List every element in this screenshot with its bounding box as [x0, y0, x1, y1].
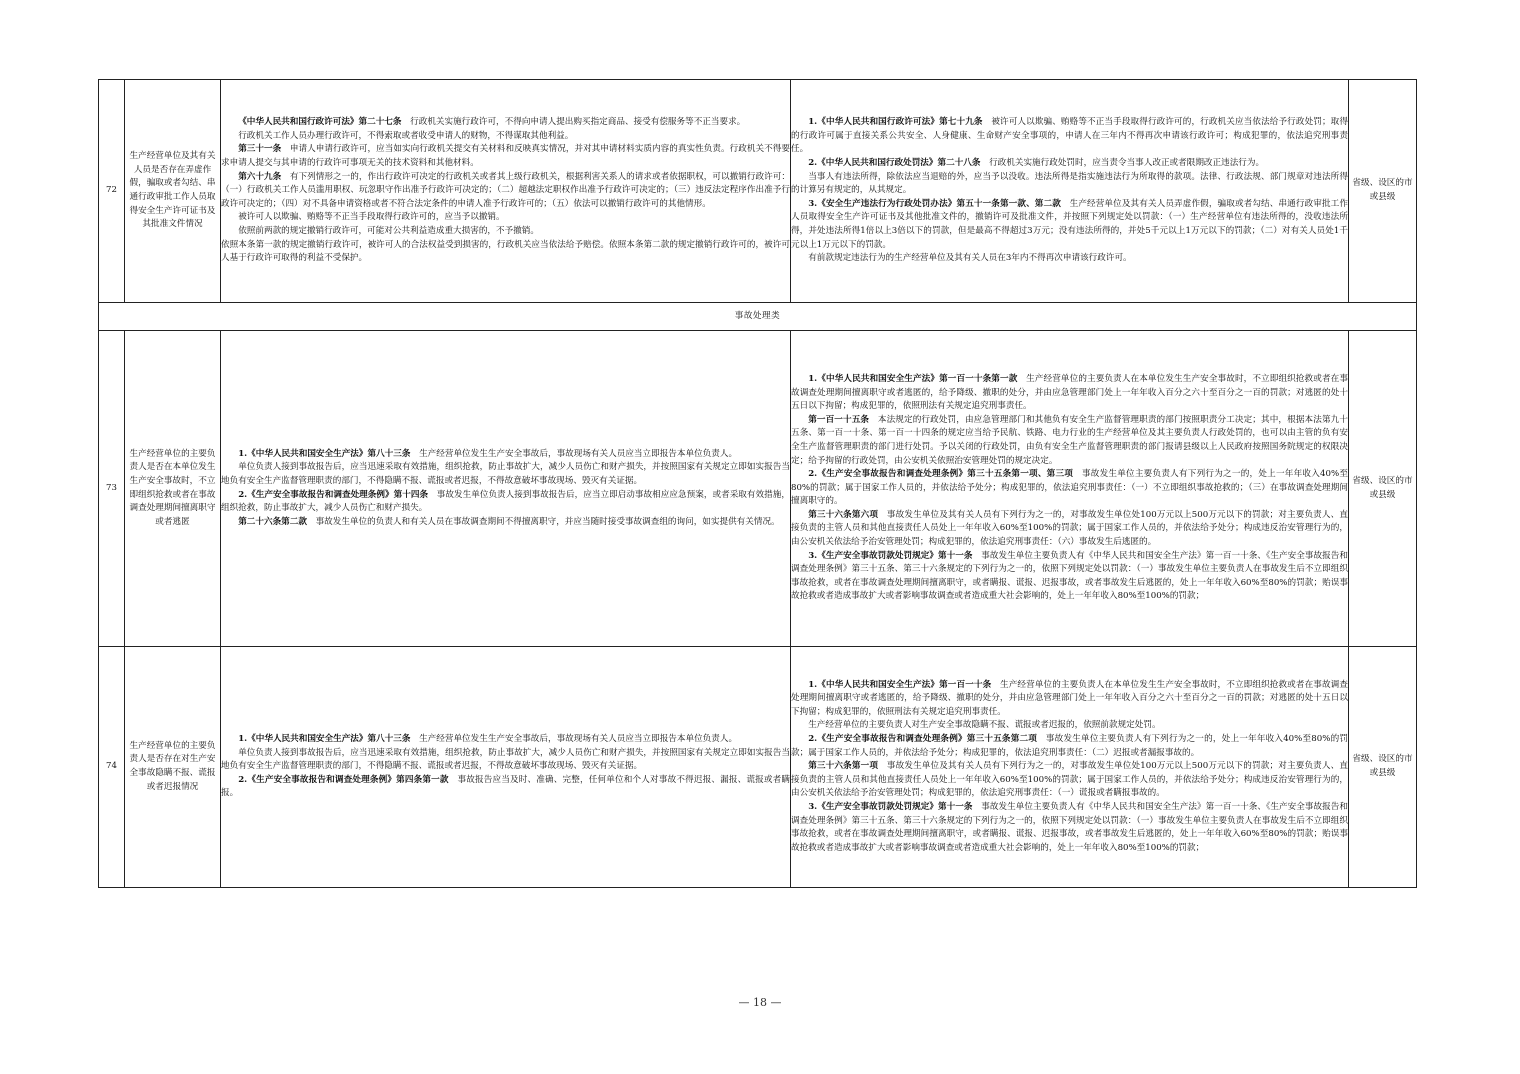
- clause-text: 生产经营单位及其有关人员弄虚作假，骗取或者勾结、串通行政审批工作人员取得安全生产许可证书及其他批准文件的，撤销许可及批准文件，并按照下列规定处以罚款：（一）生产经营单位有违法所得的，没收违法所得，并处违法所得1倍以上3倍以下的罚款，但是最高不得超过3万元；没有违法所得的，并处5千元以上1万元以下的罚款；（二）对有关人员处1千元以上1万元以下的罚款。: [791, 198, 1348, 250]
- clause-paragraph: [221, 461, 790, 488]
- clause-text: 有前款规定违法行为的生产经营单位及其有关人员在3年内不得再次申请该行政许可。: [808, 253, 1132, 264]
- clause-paragraph: [221, 733, 790, 747]
- legal-basis: [221, 331, 791, 647]
- table-row: [99, 647, 1417, 888]
- table-row: [99, 331, 1417, 647]
- clause-paragraph: [791, 157, 1348, 171]
- clause-text: 事故发生单位的负责人和有关人员在事故调查期间不得擅离职守，并应当随时接受事故调查组的询问，如实提供有关情况。: [315, 516, 780, 527]
- inspection-item: 生产经营单位的主要负责人是否存在对生产安全事故隐瞒不报、谎报或者迟报情况: [125, 647, 221, 888]
- clause-reference: 1.《中华人民共和国安全生产法》第一百一十条第一款: [808, 373, 1018, 384]
- clause-text: 依照前两款的规定撤销行政许可，可能对公共利益造成重大损害的，不予撤销。: [238, 225, 539, 236]
- legal-basis: [221, 80, 791, 303]
- clause-text: 事故发生单位主要负责人有下列行为之一的，处上一年年收入40%至80%的罚款；属于国家工作人员的，并依法给予处分；构成犯罪的，依法追究刑事责任：（二）迟报或者漏报事故的。: [791, 734, 1348, 758]
- clause-reference: 2.《中华人民共和国行政处罚法》第二十八条: [808, 158, 981, 169]
- clause-paragraph: [221, 489, 790, 516]
- row-number: 72: [99, 80, 125, 303]
- enforcement-level: 省级、设区的市或县级: [1349, 80, 1417, 303]
- clause-text: 事故发生单位及其有关人员有下列行为之一的，对事故发生单位处100万元以上500万元以下的罚款；对主要负责人、直接负责的主管人员和其他直接责任人员处上一年年收入60%至100%的罚款；属于国家工作人员的，并依法给予处分；构成违反治安管理行为的，由公安机关依法给予治安管理处罚；构成犯罪的，依法追究刑事责任：（六）事故发生后逃匿的。: [791, 509, 1348, 548]
- clause-reference: 《中华人民共和国行政许可法》第二十七条: [238, 117, 402, 128]
- clause-text: 生产经营单位发生生产安全事故后，事故现场有关人员应当立即报告本单位负责人。: [419, 734, 738, 745]
- clause-reference: 2.《生产安全事故报告和调查处理条例》第十四条: [238, 489, 429, 500]
- clause-paragraph: [221, 171, 790, 212]
- clause-text: 本法规定的行政处罚，由应急管理部门和其他负有安全生产监督管理职责的部门按照职责分工决定；其中，根据本法第九十五条、第一百一十条、第一百一十四条的规定应当给予民航、铁路、电力行业的生产经营单位及其主要负责人行政处罚的，也可以由主管的负有安全生产监督管理职责的部门进行处罚。予以关闭的行政处罚，由负有安全生产监督管理职责的部门报请县级以上人民政府按照国务院规定的权限决定；给予拘留的行政处罚，由公安机关依照治安管理处罚的规定决定。: [791, 414, 1348, 466]
- inspection-item: 生产经营单位的主要负责人是否在本单位发生生产安全事故时，不立即组织抢救或者在事故调查处理期间擅离职守或者逃匿: [125, 331, 221, 647]
- penalty-basis: [791, 331, 1349, 647]
- clause-reference: 2.《生产安全事故报告和调查处理条例》第三十五条第二项: [808, 734, 1038, 745]
- clause-paragraph: [791, 801, 1348, 855]
- clause-reference: 1.《中华人民共和国行政许可法》第七十九条: [808, 117, 983, 128]
- clause-reference: 第三十六条第六项: [808, 509, 879, 520]
- page-number: — 18 —: [738, 996, 782, 1009]
- clause-reference: 1.《中华人民共和国安全生产法》第一百一十条: [808, 679, 992, 690]
- clause-text: 生产经营单位的主要负责人对生产安全事故隐瞒不报、谎报或者迟报的，依照前款规定处罚。: [808, 720, 1161, 731]
- clause-paragraph: [791, 252, 1348, 266]
- clause-paragraph: [221, 448, 790, 462]
- clause-text: 事故报告应当及时、准确、完整，任何单位和个人对事故不得迟报、漏报、谎报或者瞒报。: [221, 774, 790, 799]
- clause-text: 生产经营单位的主要负责人在本单位发生生产安全事故时，不立即组织抢救或者在事故调查处理期间擅离职守或者逃匿的，给予降级、撤职的处分，并由应急管理部门处上一年年收入百分之六十至百分之一百的罚款；对逃匿的处十五日以下拘留；构成犯罪的，依照刑法有关规定追究刑事责任。: [791, 373, 1348, 412]
- clause-paragraph: [791, 116, 1348, 157]
- clause-reference: 1.《中华人民共和国安全生产法》第八十三条: [238, 734, 411, 745]
- section-row: [99, 303, 1417, 331]
- clause-paragraph: [221, 143, 790, 170]
- clause-reference: 3.《生产安全事故罚款处罚规定》第十一条: [808, 801, 973, 812]
- clause-paragraph: [791, 550, 1348, 604]
- clause-reference: 3.《生产安全事故罚款处罚规定》第十一条: [808, 550, 973, 561]
- clause-paragraph: [791, 719, 1348, 733]
- clause-paragraph: [791, 509, 1348, 550]
- clause-text: 生产经营单位发生生产安全事故后，事故现场有关人员应当立即报告本单位负责人。: [419, 448, 738, 459]
- enforcement-level: 省级、设区的市或县级: [1349, 331, 1417, 647]
- clause-reference: 1.《中华人民共和国安全生产法》第八十三条: [238, 448, 411, 459]
- clause-reference: 3.《安全生产违法行为行政处罚办法》第五十一条第一款、第二款: [808, 198, 1061, 209]
- clause-reference: 第二十六条第二款: [238, 516, 307, 527]
- section-title: 事故处理类: [99, 303, 1417, 331]
- clause-text: 有下列情形之一的，作出行政许可决定的行政机关或者其上级行政机关，根据利害关系人的请求或者依据职权，可以撤销行政许可：（一）行政机关工作人员滥用职权、玩忽职守作出准予行政许可决定的；（二）超越法定职权作出准予行政许可决定的；（三）违反法定程序作出准予行政许可决定的；（四）对不具备申请资格或者不符合法定条件的申请人准予行政许可的；（五）依法可以撤销行政许可的其他情形。: [221, 171, 790, 209]
- clause-text: 事故发生单位主要负责人有《中华人民共和国安全生产法》第一百一十条、《生产安全事故报告和调查处理条例》第三十五条、第三十六条规定的下列行为之一的，依照下列规定处以罚款：（一）事故发生单位主要负责人在事故发生后不立即组织事故抢救，或者在事故调查处理期间擅离职守，或者瞒报、谎报、迟报事故，或者事故发生后逃匿的，处上一年年收入60%至80%的罚款；贻误事故抢救或者造成事故扩大或者影响事故调查或者造成重大社会影响的，处上一年年收入80%至100%的罚款；: [791, 801, 1348, 853]
- clause-text: 事故发生单位主要负责人有下列行为之一的，处上一年年收入40%至80%的罚款；属于国家工作人员的，并依法给予处分；构成犯罪的，依法追究刑事责任：（一）不立即组织事故抢救的；（三）在事故调查处理期间擅离职守的。: [791, 469, 1348, 507]
- clause-text: 生产经营单位的主要负责人在本单位发生生产安全事故时，不立即组织抢救或者在事故调查处理期间擅离职守或者逃匿的，给予降级、撤职的处分，并由应急管理部门处上一年年收入百分之六十至百分之一百的罚款；对逃匿的处十五日以下拘留；构成犯罪的，依照刑法有关规定追究刑事责任。: [791, 679, 1348, 717]
- clause-paragraph: [221, 747, 790, 774]
- clause-paragraph: [221, 239, 790, 266]
- clause-paragraph: [221, 225, 790, 239]
- clause-paragraph: [791, 414, 1348, 468]
- clause-text: 行政机关实施行政许可，不得向申请人提出购买指定商品、接受有偿服务等不正当要求。: [410, 117, 746, 128]
- clause-paragraph: [221, 130, 790, 144]
- clause-paragraph: [791, 373, 1348, 414]
- clause-text: 行政机关工作人员办理行政许可，不得索取或者收受申请人的财物，不得谋取其他利益。: [238, 130, 574, 141]
- clause-text: 被许可人以欺骗、贿赂等不正当手段取得行政许可的，应当予以撤销。: [238, 212, 505, 223]
- clause-paragraph: [791, 760, 1348, 801]
- clause-text: 事故发生单位及其有关人员有下列行为之一的，对事故发生单位处100万元以上500万元以下的罚款；对主要负责人、直接负责的主管人员和其他直接责任人员处上一年年收入60%至100%的罚款；属于国家工作人员的，并依法给予处分；构成违反治安管理行为的，由公安机关依法给予治安管理处罚；构成犯罪的，依法追究刑事责任：（一）谎报或者瞒报事故的。: [791, 761, 1348, 799]
- penalty-basis: [791, 80, 1349, 303]
- clause-reference: 第六十九条: [238, 171, 282, 182]
- clause-text: 单位负责人接到事故报告后，应当迅速采取有效措施，组织抢救，防止事故扩大，减少人员伤亡和财产损失，并按照国家有关规定立即如实报告当地负有安全生产监督管理职责的部门，不得隐瞒不报、谎报或者迟报，不得故意破坏事故现场、毁灭有关证据。: [221, 462, 790, 486]
- clause-paragraph: [221, 774, 790, 801]
- clause-paragraph: [221, 116, 790, 130]
- clause-reference: 第一百一十五条: [808, 414, 870, 425]
- clause-text: 事故发生单位负责人接到事故报告后，应当立即启动事故相应应急预案，或者采取有效措施，组织抢救，防止事故扩大，减少人员伤亡和财产损失。: [221, 489, 790, 514]
- clause-text: 当事人有违法所得，除依法应当退赔的外，应当予以没收。违法所得是指实施违法行为所取得的款项。法律、行政法规、部门规章对违法所得的计算另有规定的，从其规定。: [791, 171, 1348, 196]
- inspection-item: 生产经营单位及其有关人员是否存在弄虚作假，骗取或者勾结、串通行政审批工作人员取得安全生产许可证书及其批准文件情况: [125, 80, 221, 303]
- clause-paragraph: [221, 211, 790, 225]
- clause-paragraph: [791, 468, 1348, 509]
- clause-text: 依照本条第一款的规定撤销行政许可，被许可人的合法权益受到损害的，行政机关应当依法给予赔偿。依照本条第二款的规定撤销行政许可的，被许可人基于行政许可取得的利益不受保护。: [221, 239, 790, 264]
- clause-text: 被许可人以欺骗、贿赂等不正当手段取得行政许可的，行政机关应当依法给予行政处罚；取得的行政许可属于直接关系公共安全、人身健康、生命财产安全事项的，申请人在三年内不得再次申请该行政许可；构成犯罪的，依法追究刑事责任。: [791, 117, 1348, 155]
- row-number: 73: [99, 331, 125, 647]
- clause-paragraph: [221, 516, 790, 530]
- row-number: 74: [99, 647, 125, 888]
- clause-text: 行政机关实施行政处罚时，应当责令当事人改正或者限期改正违法行为。: [989, 158, 1265, 169]
- legal-basis: [221, 647, 791, 888]
- table-row: [99, 80, 1417, 303]
- clause-reference: 第三十一条: [238, 144, 282, 155]
- clause-paragraph: [791, 679, 1348, 720]
- clause-paragraph: [791, 733, 1348, 760]
- clause-paragraph: [791, 171, 1348, 198]
- penalty-basis: [791, 647, 1349, 888]
- clause-text: 单位负责人接到事故报告后，应当迅速采取有效措施，组织抢救，防止事故扩大，减少人员伤亡和财产损失，并按照国家有关规定立即如实报告当地负有安全生产监督管理职责的部门，不得隐瞒不报、谎报或者迟报，不得故意破坏事故现场、毁灭有关证据。: [221, 747, 790, 772]
- clause-text: 事故发生单位主要负责人有《中华人民共和国安全生产法》第一百一十条、《生产安全事故报告和调查处理条例》第三十五条、第三十六条规定的下列行为之一的，依照下列规定处以罚款：（一）事故发生单位主要负责人在事故发生后不立即组织事故抢救，或者在事故调查处理期间擅离职守，或者瞒报、谎报、迟报事故，或者事故发生后逃匿的，处上一年年收入60%至80%的罚款；贻误事故抢救或者造成事故扩大或者影响事故调查或者造成重大社会影响的，处上一年年收入80%至100%的罚款；: [791, 550, 1348, 602]
- clause-reference: 第三十六条第一项: [808, 761, 879, 772]
- regulation-table: [98, 79, 1417, 888]
- clause-paragraph: [791, 198, 1348, 252]
- clause-reference: 2.《生产安全事故报告和调查处理条例》第四条第一款: [238, 774, 449, 785]
- clause-text: 申请人申请行政许可，应当如实向行政机关提交有关材料和反映真实情况，并对其申请材料实质内容的真实性负责。行政机关不得要求申请人提交与其申请的行政许可事项无关的技术资料和其他材料。: [221, 144, 790, 169]
- enforcement-level: 省级、设区的市或县级: [1349, 647, 1417, 888]
- clause-reference: 2.《生产安全事故报告和调查处理条例》第三十五条第一项、第三项: [808, 469, 1074, 480]
